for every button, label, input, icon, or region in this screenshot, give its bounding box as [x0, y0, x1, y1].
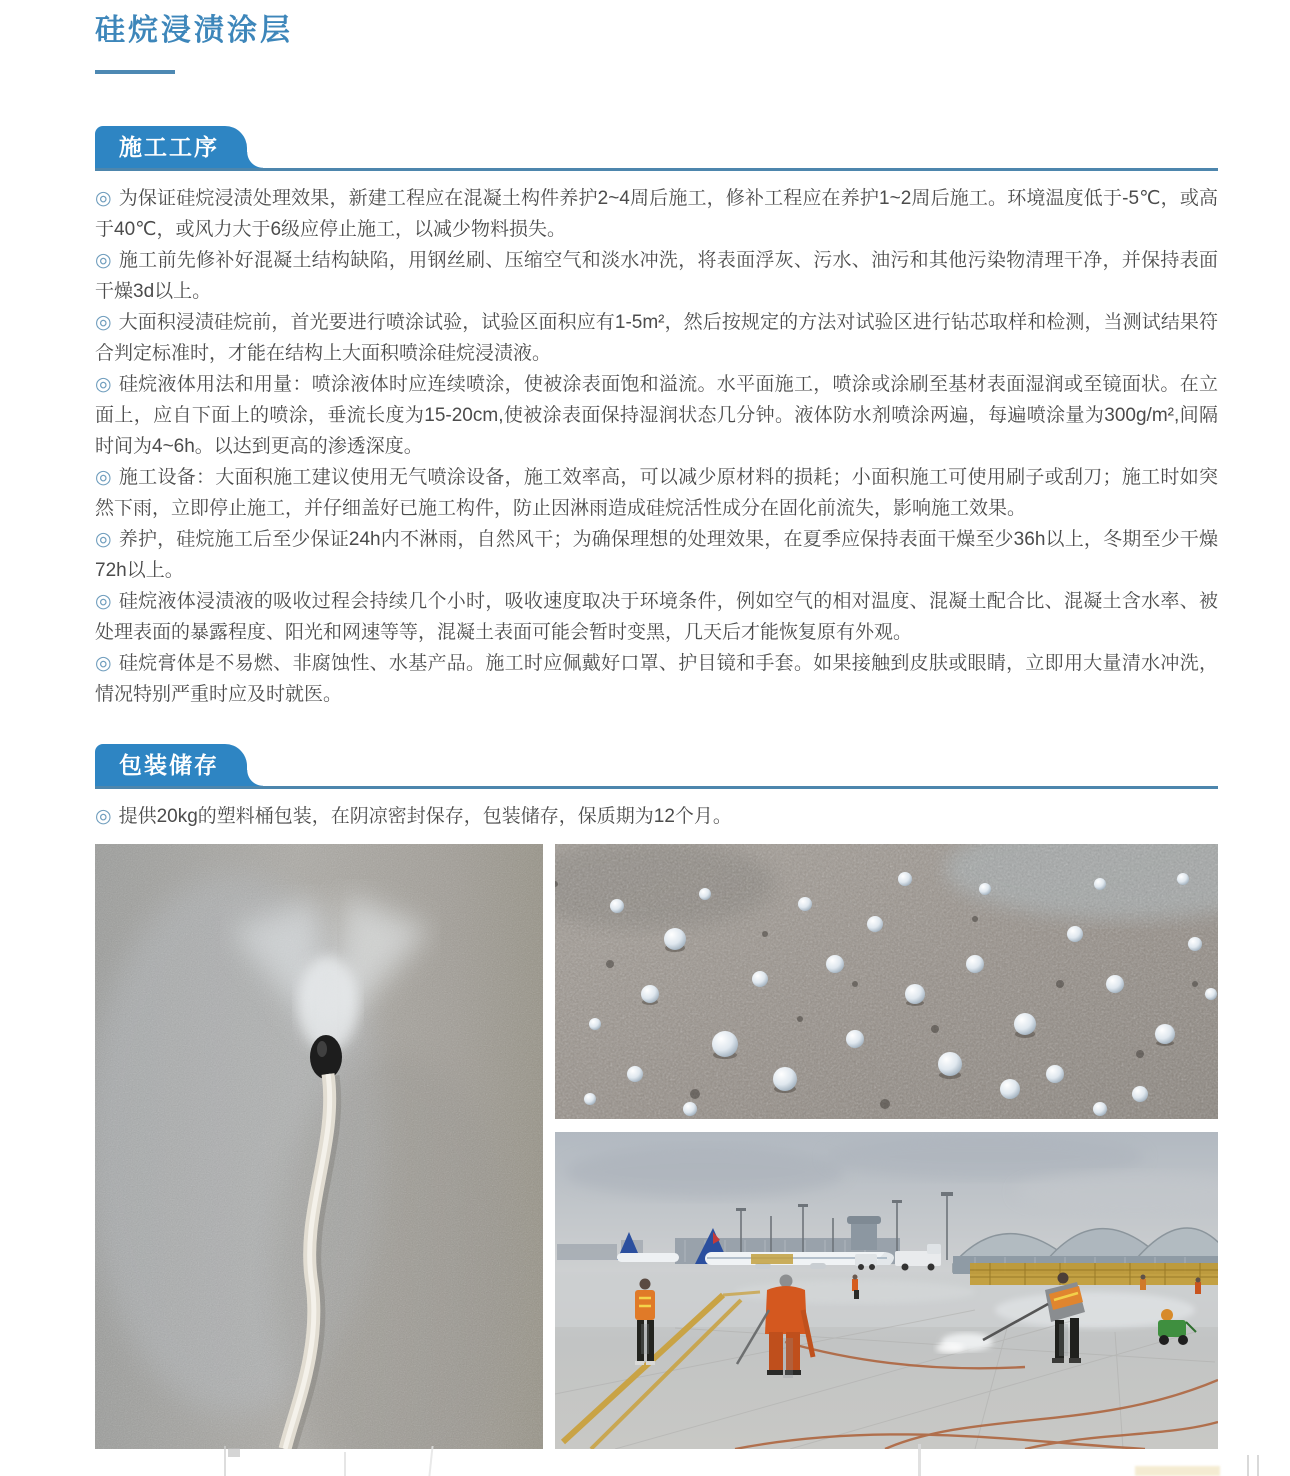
double-circle-bullet-icon: ◎ [95, 806, 112, 827]
page-content [95, 0, 1218, 1449]
bullet-text: 养护，硅烷施工后至少保证24h内不淋雨，自然风干；为确保理想的处理效果，在夏季应保持表面干燥至少36h以上，冬期至少干燥72h以上。 [95, 529, 1218, 581]
page-bleed-artifact [224, 1446, 226, 1476]
water-beads-photo [555, 844, 1218, 1119]
double-circle-bullet-icon: ◎ [95, 467, 112, 488]
double-circle-bullet-icon: ◎ [95, 529, 112, 550]
bullet-text: 为保证硅烷浸渍处理效果，新建工程应在混凝土构件养护2~4周后施工，修补工程应在养护1~2周后施工。环境温度低于-5℃，或高于40℃，或风力大于6级应停止施工，以减少物料损失。 [95, 188, 1218, 240]
title-underline [95, 70, 175, 74]
page-title: 硅烷浸渍涂层 [95, 14, 293, 47]
bullet-item [95, 586, 1218, 648]
bullet-text: 提供20kg的塑料桶包装，在阴凉密封保存，包装储存，保质期为12个月。 [118, 806, 732, 827]
section-badge: 包装储存 [95, 744, 247, 786]
section-header-construction [95, 126, 1218, 171]
construction-paragraphs [95, 183, 1218, 710]
section-badge: 施工工序 [95, 126, 247, 168]
page-bleed-artifact [1135, 1466, 1220, 1476]
page-bleed-artifact [428, 1446, 433, 1476]
packaging-paragraphs [95, 801, 1218, 832]
bullet-text: 施工设备：大面积施工建议使用无气喷涂设备，施工效率高，可以减少原材料的损耗；小面积施工可使用刷子或刮刀；施工时如突然下雨，立即停止施工，并仔细盖好已施工构件，防止因淋雨造成硅烷活性成分在固化前流失，影响施工效果。 [95, 467, 1218, 519]
page-bleed-artifact [1247, 1455, 1259, 1476]
double-circle-bullet-icon: ◎ [95, 591, 112, 612]
bullet-item [95, 524, 1218, 586]
water-beads-illustration [555, 844, 1218, 1119]
spray-application-illustration [95, 844, 543, 1449]
double-circle-bullet-icon: ◎ [95, 374, 112, 395]
airport-apron-illustration [555, 1132, 1218, 1449]
bullet-text: 硅烷液体浸渍液的吸收过程会持续几个小时，吸收速度取决于环境条件，例如空气的相对温度、混凝土配合比、混凝土含水率、被处理表面的暴露程度、阳光和网速等等，混凝土表面可能会暂时变黑，几天后才能恢复原有外观。 [95, 591, 1218, 643]
double-circle-bullet-icon: ◎ [95, 653, 112, 674]
bullet-text: 硅烷膏体是不易燃、非腐蚀性、水基产品。施工时应佩戴好口罩、护目镜和手套。如果接触到皮肤或眼睛，立即用大量清水冲洗，情况特别严重时应及时就医。 [95, 653, 1218, 705]
airport-spraying-photo [555, 1132, 1218, 1449]
photo-right-column [555, 844, 1218, 1449]
spray-application-photo [95, 844, 543, 1449]
page-bleed-artifact [228, 1448, 240, 1457]
bullet-item [95, 245, 1218, 307]
bullet-text: 施工前先修补好混凝土结构缺陷，用钢丝刷、压缩空气和淡水冲洗，将表面浮灰、污水、油污和其他污染物清理干净，并保持表面干燥3d以上。 [95, 250, 1218, 302]
bullet-item [95, 183, 1218, 245]
bullet-item [95, 801, 1218, 832]
bullet-text: 大面积浸渍硅烷前，首光要进行喷涂试验，试验区面积应有1-5m²，然后按规定的方法对试验区进行钻芯取样和检测，当测试结果符合判定标准时，才能在结构上大面积喷涂硅烷浸渍液。 [95, 312, 1218, 364]
double-circle-bullet-icon: ◎ [95, 188, 112, 209]
double-circle-bullet-icon: ◎ [95, 250, 112, 271]
bullet-item [95, 648, 1218, 710]
bullet-item [95, 307, 1218, 369]
section-header-packaging [95, 744, 1218, 789]
bullet-item [95, 462, 1218, 524]
photo-grid [95, 844, 1218, 1449]
bullet-text: 硅烷液体用法和用量：喷涂液体时应连续喷涂，使被涂表面饱和溢流。水平面施工，喷涂或涂刷至基材表面湿润或至镜面状。在立面上，应自下面上的喷涂，垂流长度为15-20cm,使被涂表面保持湿润状态几分钟。液体防水剂喷涂两遍，每遍喷涂量为300g/m²,间隔时间为4~6h。以达到更高的渗透深度。 [95, 374, 1218, 457]
bullet-item [95, 369, 1218, 462]
page-bleed-artifact [344, 1452, 346, 1476]
double-circle-bullet-icon: ◎ [95, 312, 112, 333]
